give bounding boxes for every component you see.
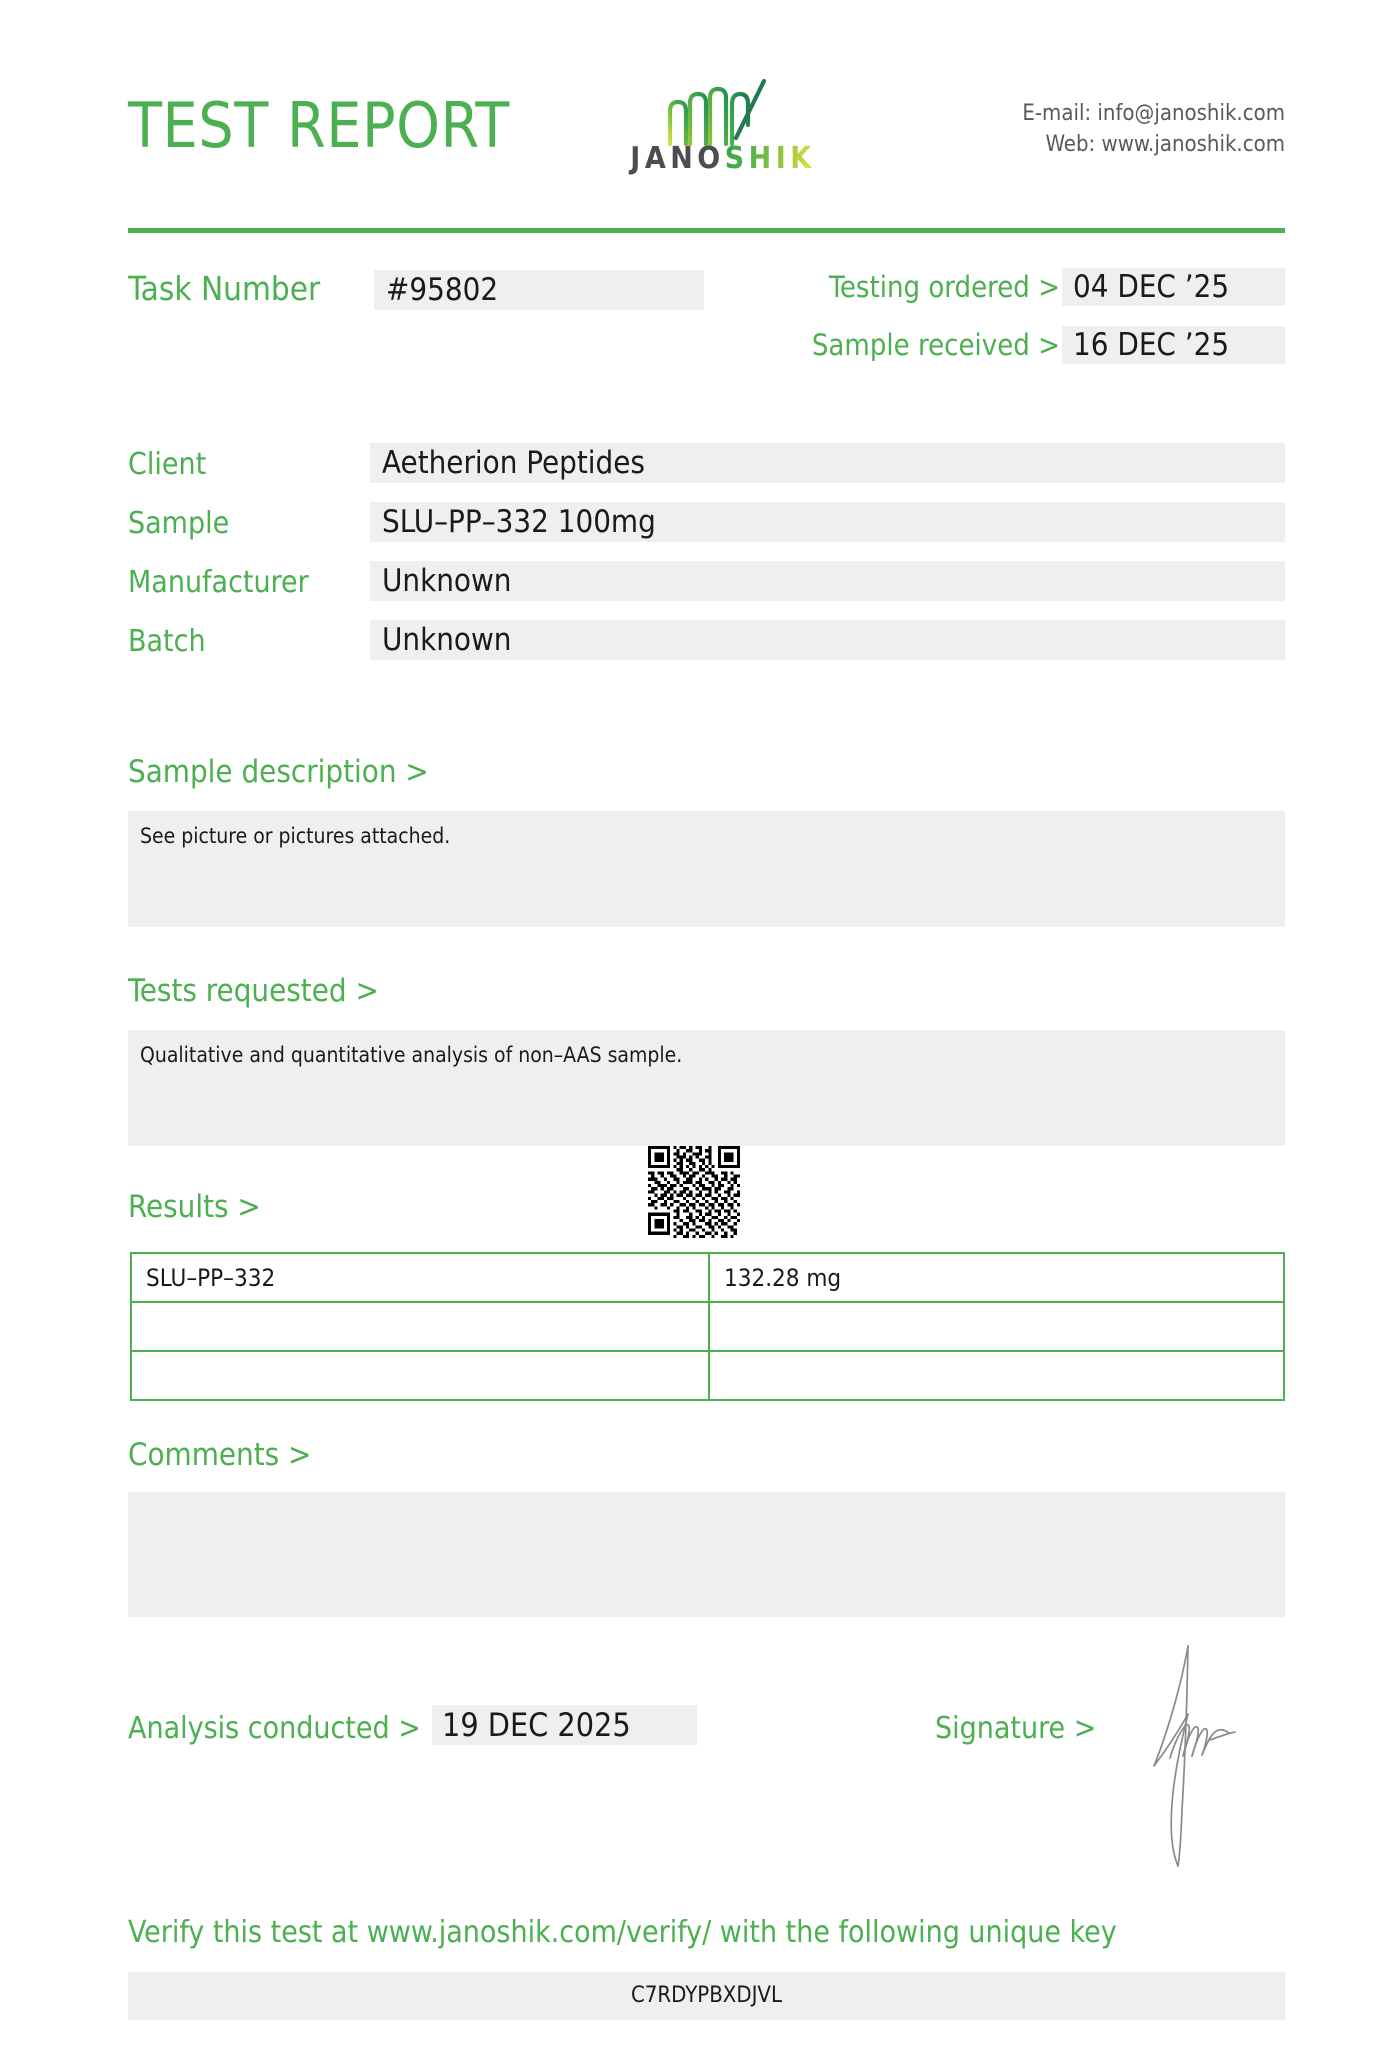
verify-instructions: Verify this test at www.janoshik.com/verify/ with the following unique key <box>128 1915 1117 1950</box>
result-amount: 132.28 mg <box>709 1253 1284 1302</box>
testing-ordered-value: 04 DEC ’25 <box>1062 268 1285 306</box>
info-row-client <box>128 443 1285 487</box>
result-amount <box>709 1351 1284 1400</box>
info-row-sample <box>128 502 1285 546</box>
unique-key-value: C7RDYPBXDJVL <box>128 1972 1285 2020</box>
result-substance: SLU–PP–332 <box>131 1253 709 1302</box>
result-substance <box>131 1302 709 1351</box>
logo-wordmark-shik: SHIK <box>724 141 816 176</box>
comments-box <box>128 1492 1285 1617</box>
sample-value: SLU–PP–332 100mg <box>370 502 1285 542</box>
results-heading: Results > <box>128 1189 261 1225</box>
logo-wordmark <box>618 141 828 176</box>
sample-description-heading: Sample description > <box>128 754 429 790</box>
batch-value: Unknown <box>370 620 1285 660</box>
sample-description-text: See picture or pictures attached. <box>140 824 451 848</box>
client-value: Aetherion Peptides <box>370 443 1285 483</box>
handwritten-signature <box>1130 1640 1250 1870</box>
testing-ordered-label: Testing ordered > <box>828 270 1060 304</box>
contact-web: Web: www.janoshik.com <box>1045 132 1285 157</box>
result-substance <box>131 1351 709 1400</box>
sample-description-box <box>128 811 1285 927</box>
sample-received-row <box>780 326 1285 364</box>
task-number-label: Task Number <box>128 269 321 308</box>
tests-requested-text: Qualitative and quantitative analysis of non–AAS sample. <box>140 1043 683 1067</box>
batch-label: Batch <box>128 624 206 659</box>
info-row-manufacturer <box>128 561 1285 605</box>
task-number-value: #95802 <box>374 270 704 310</box>
tests-requested-heading: Tests requested > <box>128 973 379 1009</box>
analysis-conducted-value: 19 DEC 2025 <box>432 1705 697 1745</box>
janoshik-logo <box>618 78 828 203</box>
tests-requested-box <box>128 1030 1285 1146</box>
testing-ordered-row <box>780 268 1285 306</box>
result-amount <box>709 1302 1284 1351</box>
comments-heading: Comments > <box>128 1437 312 1473</box>
manufacturer-value: Unknown <box>370 561 1285 601</box>
manufacturer-label: Manufacturer <box>128 565 309 600</box>
sample-label: Sample <box>128 506 230 541</box>
sample-received-value: 16 DEC ’25 <box>1062 326 1285 364</box>
table-row <box>131 1302 1284 1351</box>
logo-wordmark-jano: JANO <box>630 141 725 176</box>
chart-mark-icon <box>660 78 770 146</box>
contact-info <box>1022 98 1285 160</box>
sample-received-label: Sample received > <box>811 328 1060 362</box>
client-label: Client <box>128 447 207 482</box>
analysis-conducted-label: Analysis conducted > <box>128 1711 421 1746</box>
table-row <box>131 1253 1284 1302</box>
report-header <box>128 70 1285 205</box>
qr-code[interactable] <box>646 1146 742 1238</box>
header-divider <box>128 228 1285 233</box>
table-row <box>131 1351 1284 1400</box>
signature-label: Signature > <box>935 1711 1097 1746</box>
page-title: TEST REPORT <box>128 89 510 162</box>
results-table <box>130 1252 1285 1401</box>
info-row-batch <box>128 620 1285 664</box>
contact-email: E-mail: info@janoshik.com <box>1022 101 1285 126</box>
